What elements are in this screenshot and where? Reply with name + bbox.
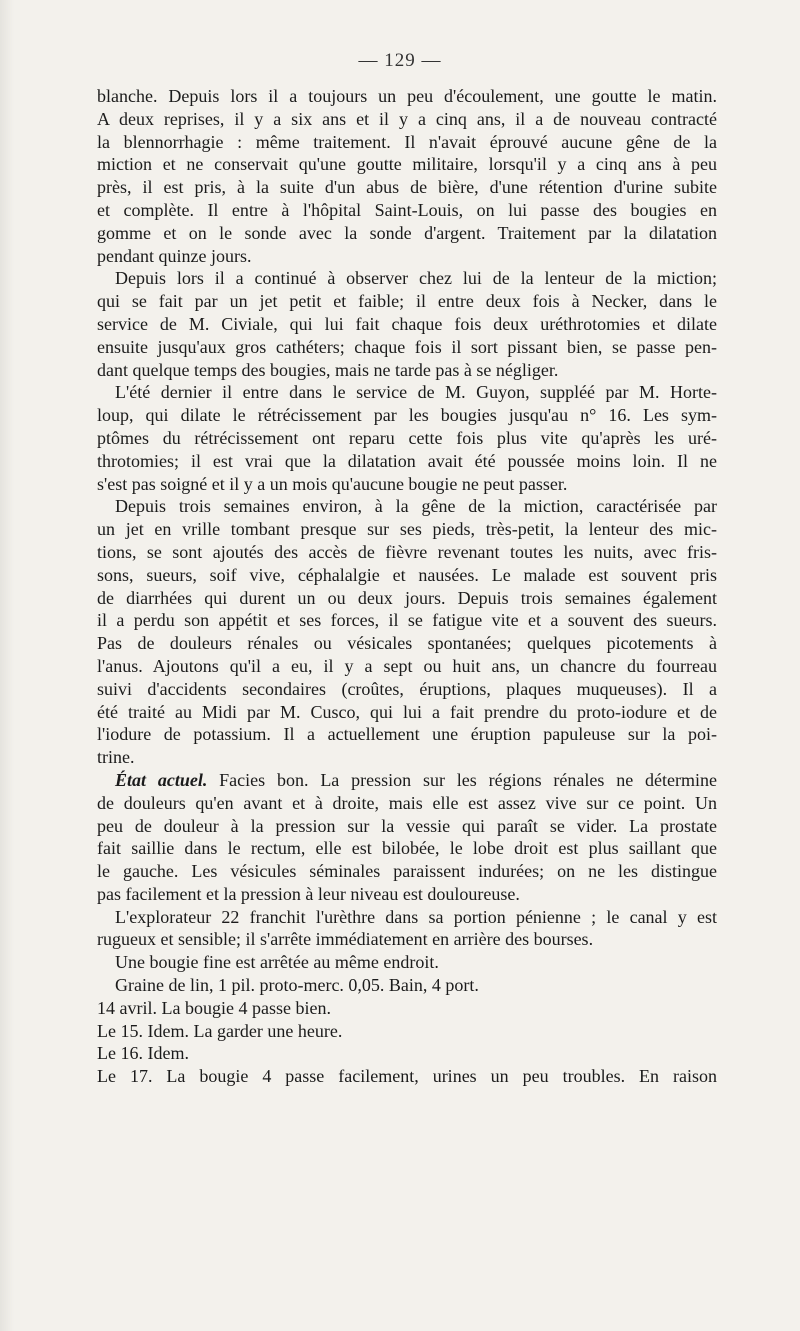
text-line: l'anus. Ajoutons qu'il a eu, il y a sept ou huit ans, un chancre du fourreau (97, 655, 717, 676)
text-line: Le 16. Idem. (97, 1043, 189, 1064)
text-line: pas facilement et la pression à leur niveau est douloureuse. (97, 883, 520, 904)
text-line: la blennorrhagie : même traitement. Il n'avait éprouvé aucune gêne de la (97, 131, 717, 152)
text-line: pendant quinze jours. (97, 245, 252, 266)
page-number: — 129 — (358, 50, 442, 71)
text-line: ptômes du rétrécissement ont reparu cette fois plus vite qu'après les uré- (97, 427, 717, 448)
body-text (97, 85, 717, 1088)
text-line: blanche. Depuis lors il a toujours un peu d'écoulement, une goutte le matin. (97, 86, 717, 106)
text-line-content: Facies bon. La pression sur les régions rénales ne détermine (207, 769, 718, 790)
text-line: 14 avril. La bougie 4 passe bien. (97, 997, 331, 1018)
page-edge-shadow (0, 0, 14, 1331)
text-line: miction et ne conservait qu'une goutte militaire, lorsqu'il y a cinq ans à peu (97, 154, 717, 175)
text-line: il a perdu son appétit et ses forces, il se fatigue vite et a souvent des sueurs. (97, 610, 717, 631)
text-line: gomme et on le sonde avec la sonde d'argent. Traitement par la dilatation (97, 222, 717, 243)
text-line: près, il est pris, à la suite d'un abus de bière, d'une rétention d'urine subite (97, 177, 717, 198)
text-line: qui se fait par un jet petit et faible; il entre deux fois à Necker, dans le (97, 291, 717, 312)
text-line: A deux reprises, il y a six ans et il y a cinq ans, il a de nouveau contracté (97, 108, 717, 129)
section-label: État actuel. (115, 769, 208, 790)
text-line-etat-actuel (97, 769, 717, 792)
text-line: Depuis lors il a continué à observer chez lui de la lenteur de la miction; (115, 268, 717, 289)
text-line: s'est pas soigné et il y a un mois qu'aucune bougie ne peut passer. (97, 473, 568, 494)
text-line: tions, se sont ajoutés des accès de fièvre revenant toutes les nuits, avec fris- (97, 541, 717, 562)
text-line: peu de douleur à la pression sur la vessie qui paraît se vider. La prostate (97, 815, 717, 836)
text-line: sons, sueurs, soif vive, céphalalgie et nausées. Le malade est souvent pris (97, 564, 717, 585)
text-line: Le 17. La bougie 4 passe facilement, urines un peu troubles. En raison (97, 1066, 717, 1087)
text-line: Depuis trois semaines environ, à la gêne de la miction, caractérisée par (115, 496, 717, 517)
text-line: fait saillie dans le rectum, elle est bilobée, le lobe droit est plus saillant que (97, 838, 717, 859)
text-line: le gauche. Les vésicules séminales paraissent indurées; on ne les distingue (97, 861, 717, 882)
text-line: L'été dernier il entre dans le service de M. Guyon, suppléé par M. Horte- (115, 382, 717, 403)
text-line: de douleurs qu'en avant et à droite, mais elle est assez vive sur ce point. Un (97, 792, 717, 813)
text-line: de diarrhées qui durent un ou deux jours. Depuis trois semaines également (97, 587, 717, 608)
text-line: Une bougie fine est arrêtée au même endroit. (115, 952, 439, 973)
text-line: throtomies; il est vrai que la dilatation avait été poussée moins loin. Il ne (97, 450, 717, 471)
text-line: Graine de lin, 1 pil. proto-merc. 0,05. Bain, 4 port. (115, 975, 479, 996)
text-line: loup, qui dilate le rétrécissement par les bougies jusqu'au n° 16. Les sym- (97, 405, 717, 426)
text-line: Le 15. Idem. La garder une heure. (97, 1020, 343, 1041)
text-line: et complète. Il entre à l'hôpital Saint-Louis, on lui passe des bougies en (97, 199, 717, 220)
text-line: L'explorateur 22 franchit l'urèthre dans sa portion pénienne ; le canal y est (115, 906, 717, 927)
text-line: un jet en vrille tombant presque sur ses pieds, très-petit, la lenteur des mic- (97, 519, 717, 540)
text-line: l'iodure de potassium. Il a actuellement une éruption papuleuse sur la poi- (97, 724, 717, 745)
text-line: suivi d'accidents secondaires (croûtes, éruptions, plaques muqueuses). Il a (97, 678, 717, 699)
text-line: Pas de douleurs rénales ou vésicales spontanées; quelques picotements à (97, 633, 717, 654)
text-line: ensuite jusqu'aux gros cathéters; chaque fois il sort pissant bien, se passe pen- (97, 336, 717, 357)
text-line: rugueux et sensible; il s'arrête immédiatement en arrière des bourses. (97, 929, 594, 950)
text-line: service de M. Civiale, qui lui fait chaque fois deux uréthrotomies et dilate (97, 313, 717, 334)
text-line: été traité au Midi par M. Cusco, qui lui a fait prendre du proto-iodure et de (97, 701, 717, 722)
text-line: trine. (97, 747, 135, 768)
text-line: dant quelque temps des bougies, mais ne tarde pas à se négliger. (97, 359, 559, 380)
